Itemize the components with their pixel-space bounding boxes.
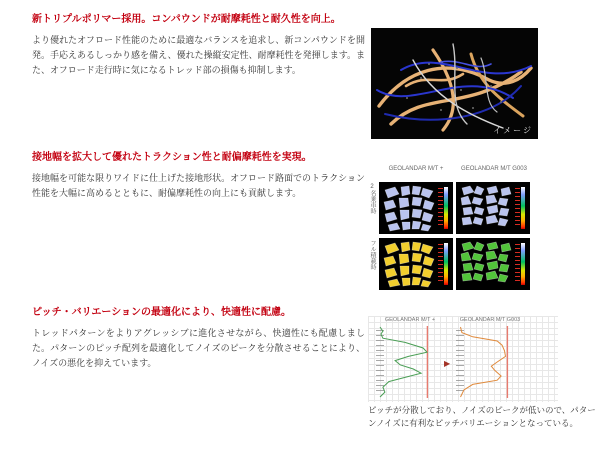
comparison-col-label-new: GEOLANDAR M/T G003 <box>461 166 527 172</box>
pressure-scale-bar <box>521 243 525 285</box>
arrow-right-icon: ▶ <box>444 359 451 368</box>
section2-body: 接地幅を可能な限りワイドに仕上げた接地形状。オフロード路面でのトラクション性能を大幅に高めるとともに、耐偏摩耗性の向上にも貢献します。 <box>32 173 365 198</box>
noise-profile-old <box>374 326 446 398</box>
footprint-old-pressure <box>379 238 453 290</box>
footprint-old-shape <box>379 182 453 234</box>
pitch-noise-chart <box>368 316 558 402</box>
section1-heading: 新トリプルポリマー採用。コンパウンドが耐摩耗性と耐久性を向上。 <box>32 14 341 25</box>
polymer-strands-illustration <box>371 28 538 139</box>
comparison-row-label-2: フル積載時 <box>369 240 375 270</box>
pitch-chart-title-old: GEOLANDAR M/T + <box>384 317 436 323</box>
pressure-scale-bar <box>521 187 525 229</box>
pressure-scale-ticks <box>515 244 520 284</box>
footprint-new-pressure <box>456 238 530 290</box>
image-disclaimer-label: イメージ <box>493 126 533 135</box>
section3-heading: ピッチ・バリエーションの最適化により、快適性に配慮。 <box>32 307 291 318</box>
footprint-comparison <box>366 164 540 296</box>
pressure-scale-ticks <box>438 188 443 228</box>
footprint-new-shape <box>456 182 530 234</box>
pressure-scale-bar <box>444 187 448 229</box>
pitch-chart-title-new: GEOLANDAR M/T G003 <box>459 317 521 323</box>
polymer-structure-image <box>371 28 538 139</box>
pressure-scale-bar <box>444 243 448 285</box>
noise-profile-new <box>454 326 526 398</box>
section1-body: より優れたオフロード性能のために最適なバランスを追求し、新コンパウンドを開発。手応えあるしっかり感を備え、優れた操縦安定性、耐摩耗性を発揮します。また、オフロード走行時に気になるトレッド部の損傷も抑制します。 <box>32 35 365 75</box>
pressure-scale-ticks <box>515 188 520 228</box>
comparison-col-label-old: GEOLANDAR M/T + <box>388 166 444 172</box>
pressure-scale-ticks <box>438 244 443 284</box>
pitch-chart-caption: ピッチが分散しており、ノイズのピークが低いので、パターンノイズに有利なピッチバリエーションとなっている。 <box>368 405 596 428</box>
section3-body: トレッドパターンをよりアグレッシブに進化させながら、快適性にも配慮しました。パターンのピッチ配列を最適化してノイズのピークを分散させることにより、ノイズの悪化を抑えています。 <box>32 328 365 368</box>
comparison-row-label-1: 2名乗車時 <box>369 184 375 214</box>
section2-heading: 接地幅を拡大して優れたトラクション性と耐偏摩耗性を実現。 <box>32 152 312 163</box>
